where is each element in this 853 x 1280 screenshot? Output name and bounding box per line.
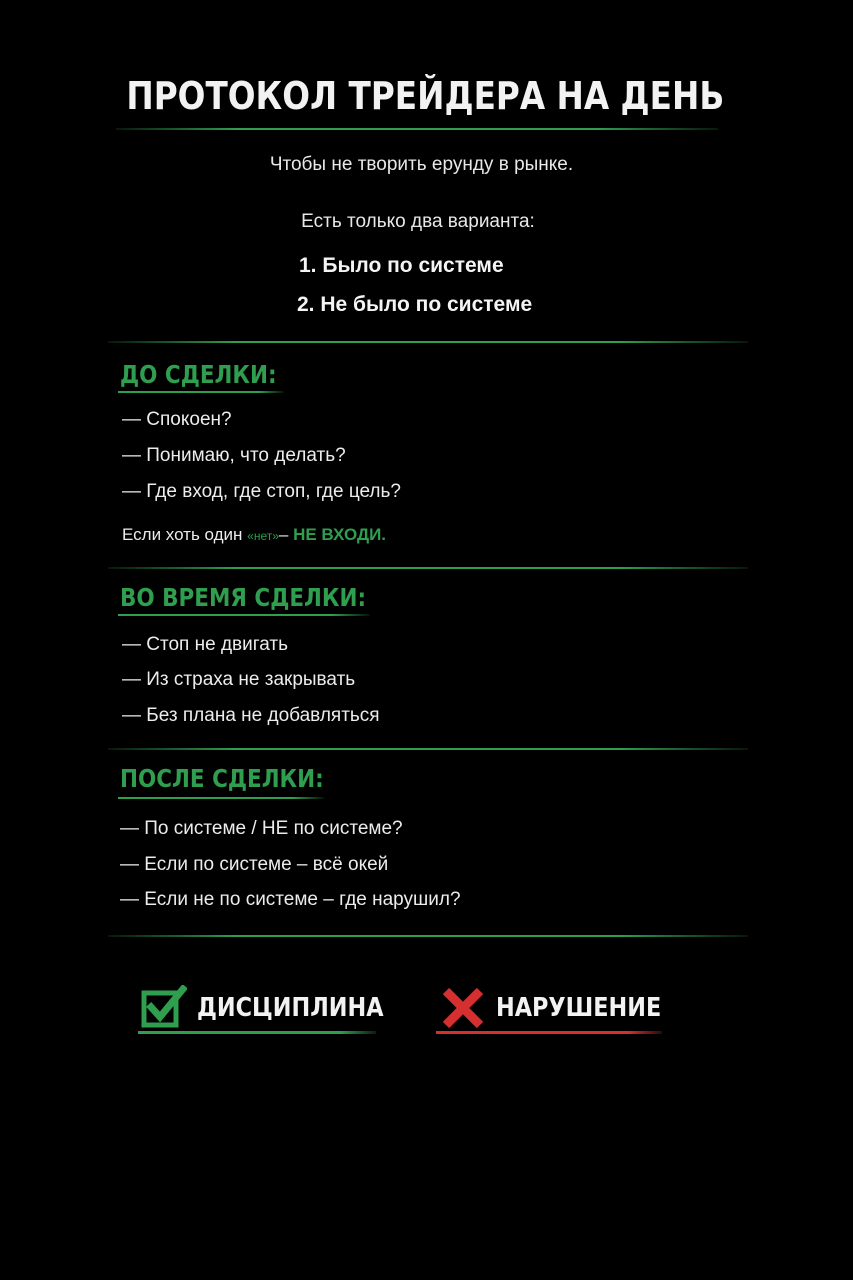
list-item: — Из страха не закрывать — [122, 669, 356, 690]
variants-lead: Есть только два варианта: — [301, 211, 535, 232]
warning-quote: «нет» — [247, 529, 279, 543]
list-item: — Если по системе – всё окей — [120, 854, 389, 875]
list-item: — Где вход, где стоп, где цель? — [122, 481, 401, 502]
legend-label-discipline: ДИСЦИПЛИНА — [197, 993, 384, 1023]
section-divider — [108, 935, 748, 937]
title-underline — [116, 128, 718, 130]
variant-item-2: 2. Не было по системе — [297, 293, 533, 316]
section-heading-before-trade: ДО СДЕЛКИ: — [120, 360, 277, 389]
legend-discipline — [141, 985, 414, 1031]
page-title: ПРОТОКОЛ ТРЕЙДЕРА НА ДЕНЬ — [126, 74, 725, 118]
list-item: — По системе / НЕ по системе? — [120, 818, 403, 839]
section-heading-during-trade: ВО ВРЕМЯ СДЕЛКИ: — [120, 583, 367, 612]
section-divider — [108, 748, 748, 750]
legend-violation — [440, 985, 688, 1031]
warning-dash: – — [278, 525, 294, 544]
section-heading-after-trade: ПОСЛЕ СДЕЛКИ: — [120, 764, 324, 793]
subtitle: Чтобы не творить ерунду в рынке. — [269, 154, 574, 175]
cross-icon — [440, 985, 486, 1031]
heading-underline — [118, 797, 324, 799]
list-item: — Понимаю, что делать? — [122, 445, 346, 466]
warning-action: НЕ ВХОДИ. — [293, 525, 387, 544]
before-trade-warning — [122, 525, 386, 545]
variant-item-1: 1. Было по системе — [299, 254, 504, 277]
check-icon — [141, 985, 187, 1031]
list-item: — Если не по системе – где нарушил? — [120, 889, 461, 910]
warning-prefix: Если хоть один — [122, 525, 248, 544]
heading-underline — [118, 391, 284, 393]
legend-label-violation: НАРУШЕНИЕ — [496, 993, 662, 1023]
list-item: — Без плана не добавляться — [122, 705, 380, 726]
legend-underline-violation — [436, 1031, 662, 1034]
list-item: — Стоп не двигать — [122, 634, 289, 655]
legend-underline-discipline — [138, 1031, 376, 1034]
section-divider — [108, 341, 748, 343]
heading-underline — [118, 614, 370, 616]
section-divider — [108, 567, 748, 569]
list-item: — Спокоен? — [122, 409, 232, 430]
